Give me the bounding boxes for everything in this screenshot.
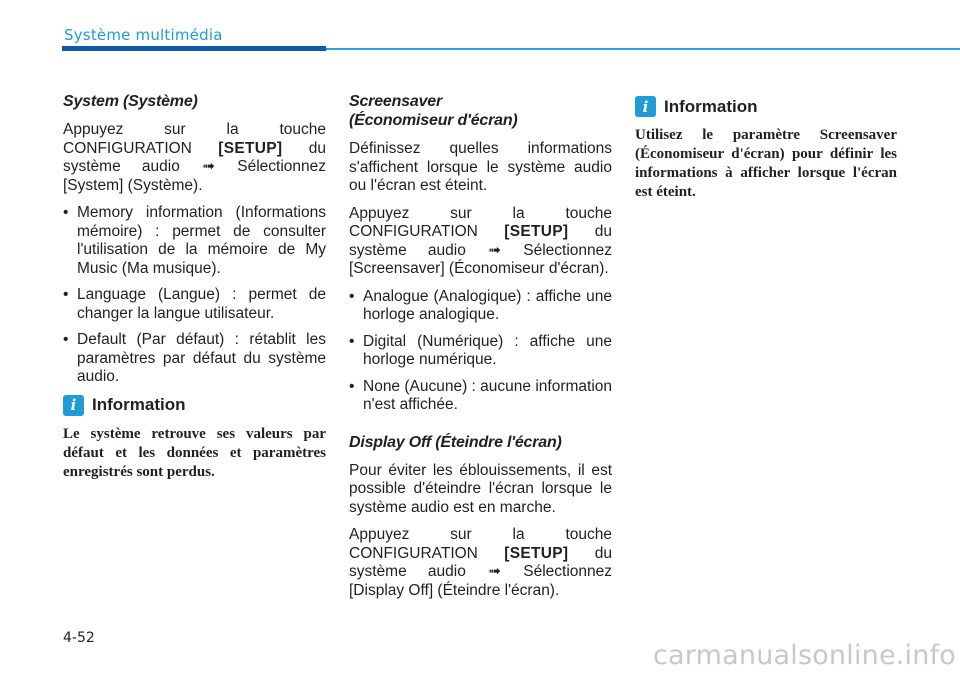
page-number: 4-52 bbox=[63, 630, 95, 646]
section-title: Système multimédia bbox=[64, 26, 223, 44]
info-icon: i bbox=[63, 395, 84, 416]
text: Sélectionnez [System] (Système). bbox=[63, 158, 327, 194]
info-icon: i bbox=[635, 96, 656, 117]
system-options-list bbox=[63, 204, 326, 387]
bullet-icon: • bbox=[349, 377, 355, 395]
arrow-icon: ➟ bbox=[488, 563, 502, 580]
info-body: Le système retrouve ses valeurs par défaut et les données et paramètres enregistrés sont perdus. bbox=[63, 425, 326, 480]
column-information bbox=[635, 92, 897, 202]
list-item: • Digital (Numérique) : affiche une horloge numérique. bbox=[349, 332, 612, 368]
arrow-icon: ➟ bbox=[488, 241, 502, 259]
info-header bbox=[63, 395, 326, 416]
paragraph-display-off-intro: Pour éviter les éblouissements, il est possible d'éteindre l'écran lorsque le système audio est en marche. bbox=[349, 461, 612, 516]
list-item: • None (Aucune) : aucune information n'est affichée. bbox=[349, 377, 613, 413]
bullet-icon: • bbox=[63, 286, 69, 303]
header-rule-thin bbox=[326, 48, 960, 50]
screensaver-options-list bbox=[349, 288, 612, 415]
text: du système audio bbox=[63, 139, 326, 175]
paragraph-screensaver-intro: Définissez quelles informations s'affichent lorsque le système audio ou l'écran est éteint. bbox=[349, 140, 612, 194]
setup-key-label: [SETUP] bbox=[504, 544, 569, 562]
list-item: • Analogue (Analogique) : affiche une horloge analogique. bbox=[349, 287, 612, 323]
info-title: Information bbox=[92, 395, 186, 414]
header-rule-thick bbox=[62, 46, 326, 51]
setup-key-label: [SETUP] bbox=[218, 139, 283, 157]
text: Appuyez sur la touche CONFIGURATION bbox=[63, 121, 326, 157]
text: Appuyez sur la touche CONFIGURATION bbox=[349, 526, 612, 562]
bullet-icon: • bbox=[63, 331, 69, 348]
paragraph-display-off-setup bbox=[349, 526, 612, 600]
heading-display-off: Display Off (Éteindre l'écran) bbox=[349, 433, 562, 451]
setup-key-label: [SETUP] bbox=[504, 223, 569, 240]
text: du système audio bbox=[349, 544, 612, 580]
list-item: • Memory information (Informations mémoire) : permet de consulter l'utilisation de la mémoire de My Music (Ma musique). bbox=[63, 204, 326, 277]
bullet-icon: • bbox=[349, 332, 355, 350]
info-body: Utilisez le paramètre Screensaver (Économiseur d'écran) pour définir les informations à afficher lorsque l'écran est éteint. bbox=[635, 127, 897, 200]
list-item: • Language (Langue) : permet de changer la langue utilisateur. bbox=[63, 286, 326, 322]
text: Sélectionnez [Display Off] (Éteindre l'écran). bbox=[349, 563, 613, 599]
paragraph-system-setup bbox=[63, 121, 326, 195]
watermark: carmanualsonline.info bbox=[653, 640, 956, 671]
list-item: • Default (Par défaut) : rétablit les paramètres par défaut du système audio. bbox=[63, 331, 326, 385]
arrow-icon: ➟ bbox=[202, 158, 216, 175]
info-header bbox=[635, 96, 897, 117]
info-title: Information bbox=[664, 96, 758, 116]
bullet-icon: • bbox=[349, 287, 355, 305]
column-screensaver bbox=[349, 92, 612, 609]
heading-system: System (Système) bbox=[63, 93, 198, 110]
text: Sélectionnez [Screensaver] (Économiseur d'écran). bbox=[349, 241, 613, 277]
text: Appuyez sur la touche CONFIGURATION bbox=[349, 204, 612, 240]
paragraph-screensaver-setup bbox=[349, 205, 612, 279]
heading-screensaver: Screensaver (Économiseur d'écran) bbox=[349, 93, 518, 129]
text: du système audio bbox=[349, 223, 612, 259]
bullet-icon: • bbox=[63, 204, 69, 221]
column-system bbox=[63, 92, 326, 482]
